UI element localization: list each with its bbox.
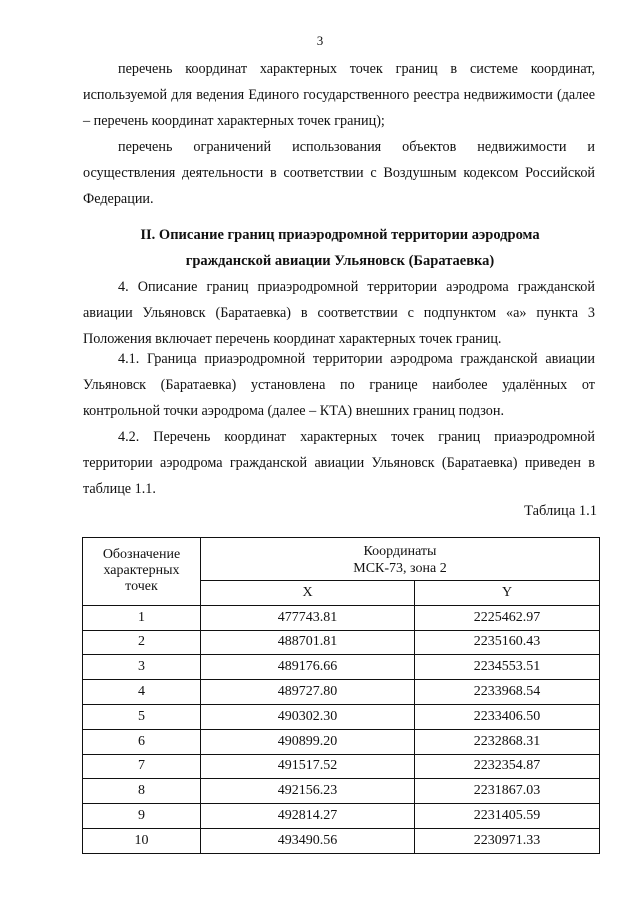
point-number: 5 <box>83 704 201 729</box>
table-row <box>83 655 600 680</box>
table-row <box>83 828 600 853</box>
table-row <box>83 680 600 705</box>
y-value: 2230971.33 <box>415 828 600 853</box>
x-value: 491517.52 <box>201 754 415 779</box>
header-coordinates <box>201 538 600 581</box>
x-value: 492814.27 <box>201 804 415 829</box>
y-value: 2232354.87 <box>415 754 600 779</box>
table-row <box>83 779 600 804</box>
y-value: 2231867.03 <box>415 779 600 804</box>
x-value: 477743.81 <box>201 605 415 630</box>
x-value: 489727.80 <box>201 680 415 705</box>
y-value: 2233968.54 <box>415 680 600 705</box>
y-value: 2225462.97 <box>415 605 600 630</box>
point-number: 6 <box>83 729 201 754</box>
x-value: 490302.30 <box>201 704 415 729</box>
table-row <box>83 630 600 655</box>
y-value: 2234553.51 <box>415 655 600 680</box>
intro-paragraph-restrictions-list: перечень ограничений использования объектов недвижимости и осуществления деятельности в соответствии с Воздушным кодексом Российской Федерации. <box>83 139 595 207</box>
point-number: 2 <box>83 630 201 655</box>
y-value: 2231405.59 <box>415 804 600 829</box>
header-coordinates-title: Координаты <box>363 544 437 559</box>
x-value: 490899.20 <box>201 729 415 754</box>
section-title-line-1: II. Описание границ приаэродромной территории аэродрома <box>140 227 540 243</box>
y-value: 2233406.50 <box>415 704 600 729</box>
x-value: 492156.23 <box>201 779 415 804</box>
header-y: Y <box>415 581 600 606</box>
table-row <box>83 804 600 829</box>
x-value: 493490.56 <box>201 828 415 853</box>
point-number: 4 <box>83 680 201 705</box>
intro-paragraph-coordinates-list: перечень координат характерных точек границ в системе координат, используемой для ведения Единого государственного реестра недвижимости (далее – перечень координат характерных точек границ); <box>83 61 595 129</box>
point-number: 8 <box>83 779 201 804</box>
header-coordinate-system: МСК-73, зона 2 <box>353 561 447 576</box>
paragraph-4-1: 4.1. Граница приаэродромной территории аэродрома гражданской авиации Ульяновск (Баратаевка) установлена по границе наиболее удалённых от контрольной точки аэродрома (далее – КТА) внешних границ подзон. <box>83 351 595 419</box>
header-x: X <box>201 581 415 606</box>
point-number: 1 <box>83 605 201 630</box>
y-value: 2232868.31 <box>415 729 600 754</box>
table-row <box>83 754 600 779</box>
point-number: 3 <box>83 655 201 680</box>
x-value: 489176.66 <box>201 655 415 680</box>
point-number: 9 <box>83 804 201 829</box>
table-row <box>83 729 600 754</box>
point-number: 7 <box>83 754 201 779</box>
x-value: 488701.81 <box>201 630 415 655</box>
section-title-line-2: гражданской авиации Ульяновск (Баратаевка) <box>185 253 495 269</box>
table-row <box>83 605 600 630</box>
coordinates-table <box>82 537 600 854</box>
point-number: 10 <box>83 828 201 853</box>
table-row <box>83 704 600 729</box>
paragraph-4-2: 4.2. Перечень координат характерных точек границ приаэродромной территории аэродрома гражданской авиации Ульяновск (Баратаевка) приведен в таблице 1.1. <box>83 429 595 497</box>
y-value: 2235160.43 <box>415 630 600 655</box>
paragraph-4: 4. Описание границ приаэродромной территории аэродрома гражданской авиации Ульяновск (Баратаевка) в соответствии с подпунктом «а» пункта 3 Положения включает перечень координат характерных точек границ. <box>83 279 595 347</box>
table-caption: Таблица 1.1 <box>524 503 597 519</box>
header-point-designation: Обозначение характерных точек <box>83 538 201 606</box>
page-number: 3 <box>316 33 324 48</box>
